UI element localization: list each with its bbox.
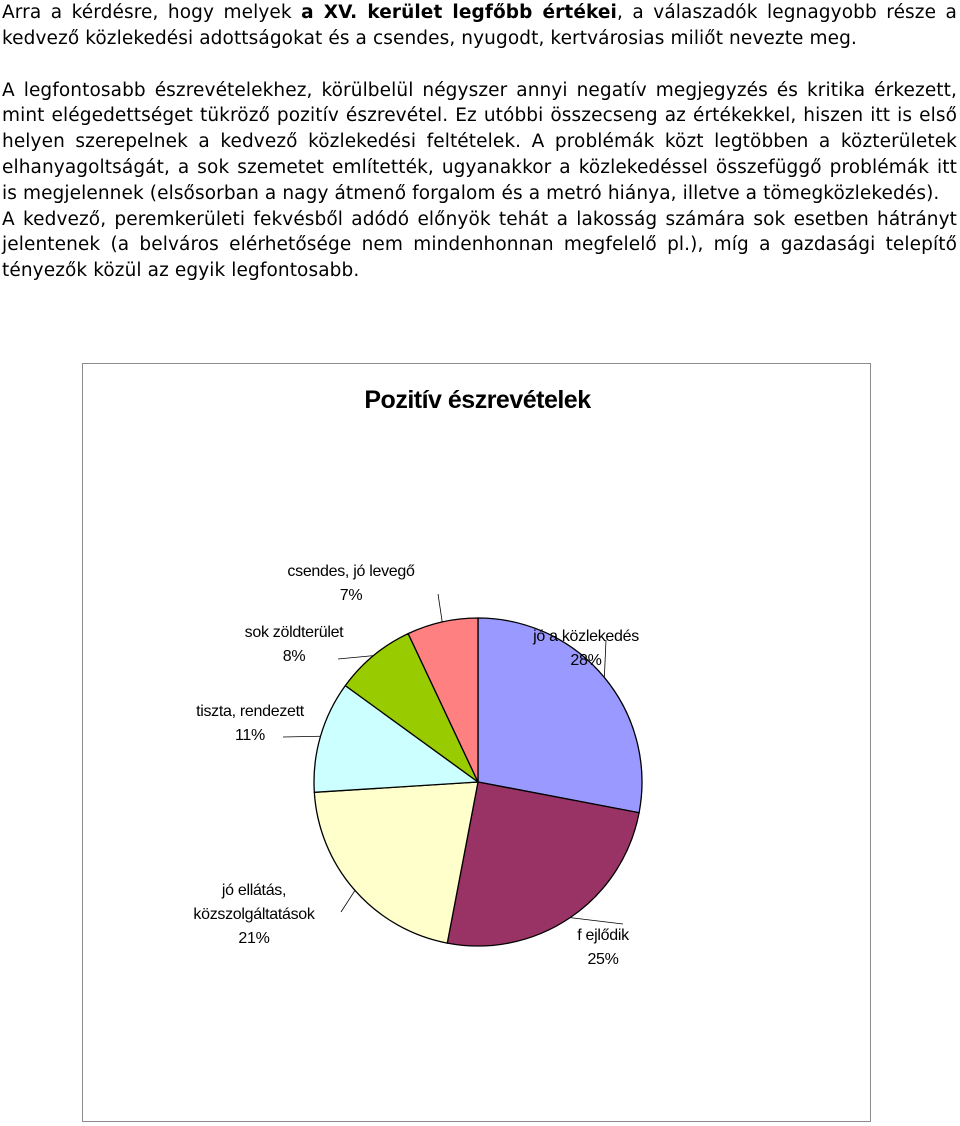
label-sok-zoldterulet — [245, 621, 344, 669]
label-fejlodik-name: f ejlődik — [577, 927, 629, 944]
label-jo-a-kozlekedes — [533, 625, 639, 673]
label-sok-zoldterulet-name: sok zöldterület — [244, 624, 344, 641]
pie-chart — [82, 363, 871, 1122]
label-jo-a-kozlekedes-pct: 28% — [570, 652, 602, 669]
paragraph-1 — [2, 0, 957, 52]
paragraph-2: A legfontosabb észrevételekhez, körülbelül négyszer annyi negatív megjegyzés és kritika érkezett, mint elégedettséget tükröző pozitív észrevétel. Ez utóbbi összecseng az értékekkel, hiszen itt is első helyen szerepelnek a kedvező közlekedési feltételek. A problémák közt legtöbben a közterületek elhanyagoltságát, a sok szemetet említették, ugyanakkor a közlekedéssel összefüggő problémák itt is megjelennek (elsősorban a nagy átmenő forgalom és a metró hiánya, illetve a tömegközlekedés). — [2, 79, 957, 204]
chart-title: Pozitív észrevételek — [364, 386, 591, 414]
label-fejlodik-pct: 25% — [587, 951, 619, 968]
label-sok-zoldterulet-pct: 8% — [282, 648, 306, 665]
paragraph-1-text-b: , a válaszadók legnagyobb része a kedvező közlekedési adottságokat és a csendes, nyugodt, kertvárosias miliőt nevezte meg. — [2, 2, 957, 49]
pie-slice-1 — [447, 782, 639, 946]
label-csendes-jo-levego-name: csendes, jó levegő — [287, 563, 415, 580]
label-jo-ellatas-name-2: közszolgáltatások — [193, 906, 315, 923]
label-tiszta-rendezett-pct: 11% — [235, 727, 265, 744]
leader-line-5 — [438, 594, 442, 622]
label-csendes-jo-levego — [287, 560, 414, 608]
label-jo-ellatas-pct: 21% — [238, 930, 270, 947]
label-jo-a-kozlekedes-name: jó a közlekedés — [533, 628, 639, 645]
leader-line-2 — [341, 890, 355, 912]
paragraph-3: A kedvező, peremkerületi fekvésből adódó előnyök tehát a lakosság számára sok esetben hátrányt jelentenek (a belváros elérhetősége nem mindenhonnan megfelelő pl.), míg a gazdasági telepítő tényezők közül az egyik legfontosabb. — [2, 208, 957, 282]
label-tiszta-rendezett — [196, 700, 304, 748]
paragraph-1-bold: a XV. kerület legfőbb értékei — [301, 2, 617, 23]
label-csendes-jo-levego-pct: 7% — [339, 587, 363, 604]
label-jo-ellatas-name-1: jó ellátás, — [221, 882, 287, 899]
body-text — [2, 0, 957, 284]
label-tiszta-rendezett-name: tiszta, rendezett — [196, 703, 304, 720]
label-jo-ellatas — [193, 879, 314, 951]
paragraph-1-text-a: Arra a kérdésre, hogy melyek — [2, 2, 302, 23]
label-fejlodik — [577, 924, 629, 972]
